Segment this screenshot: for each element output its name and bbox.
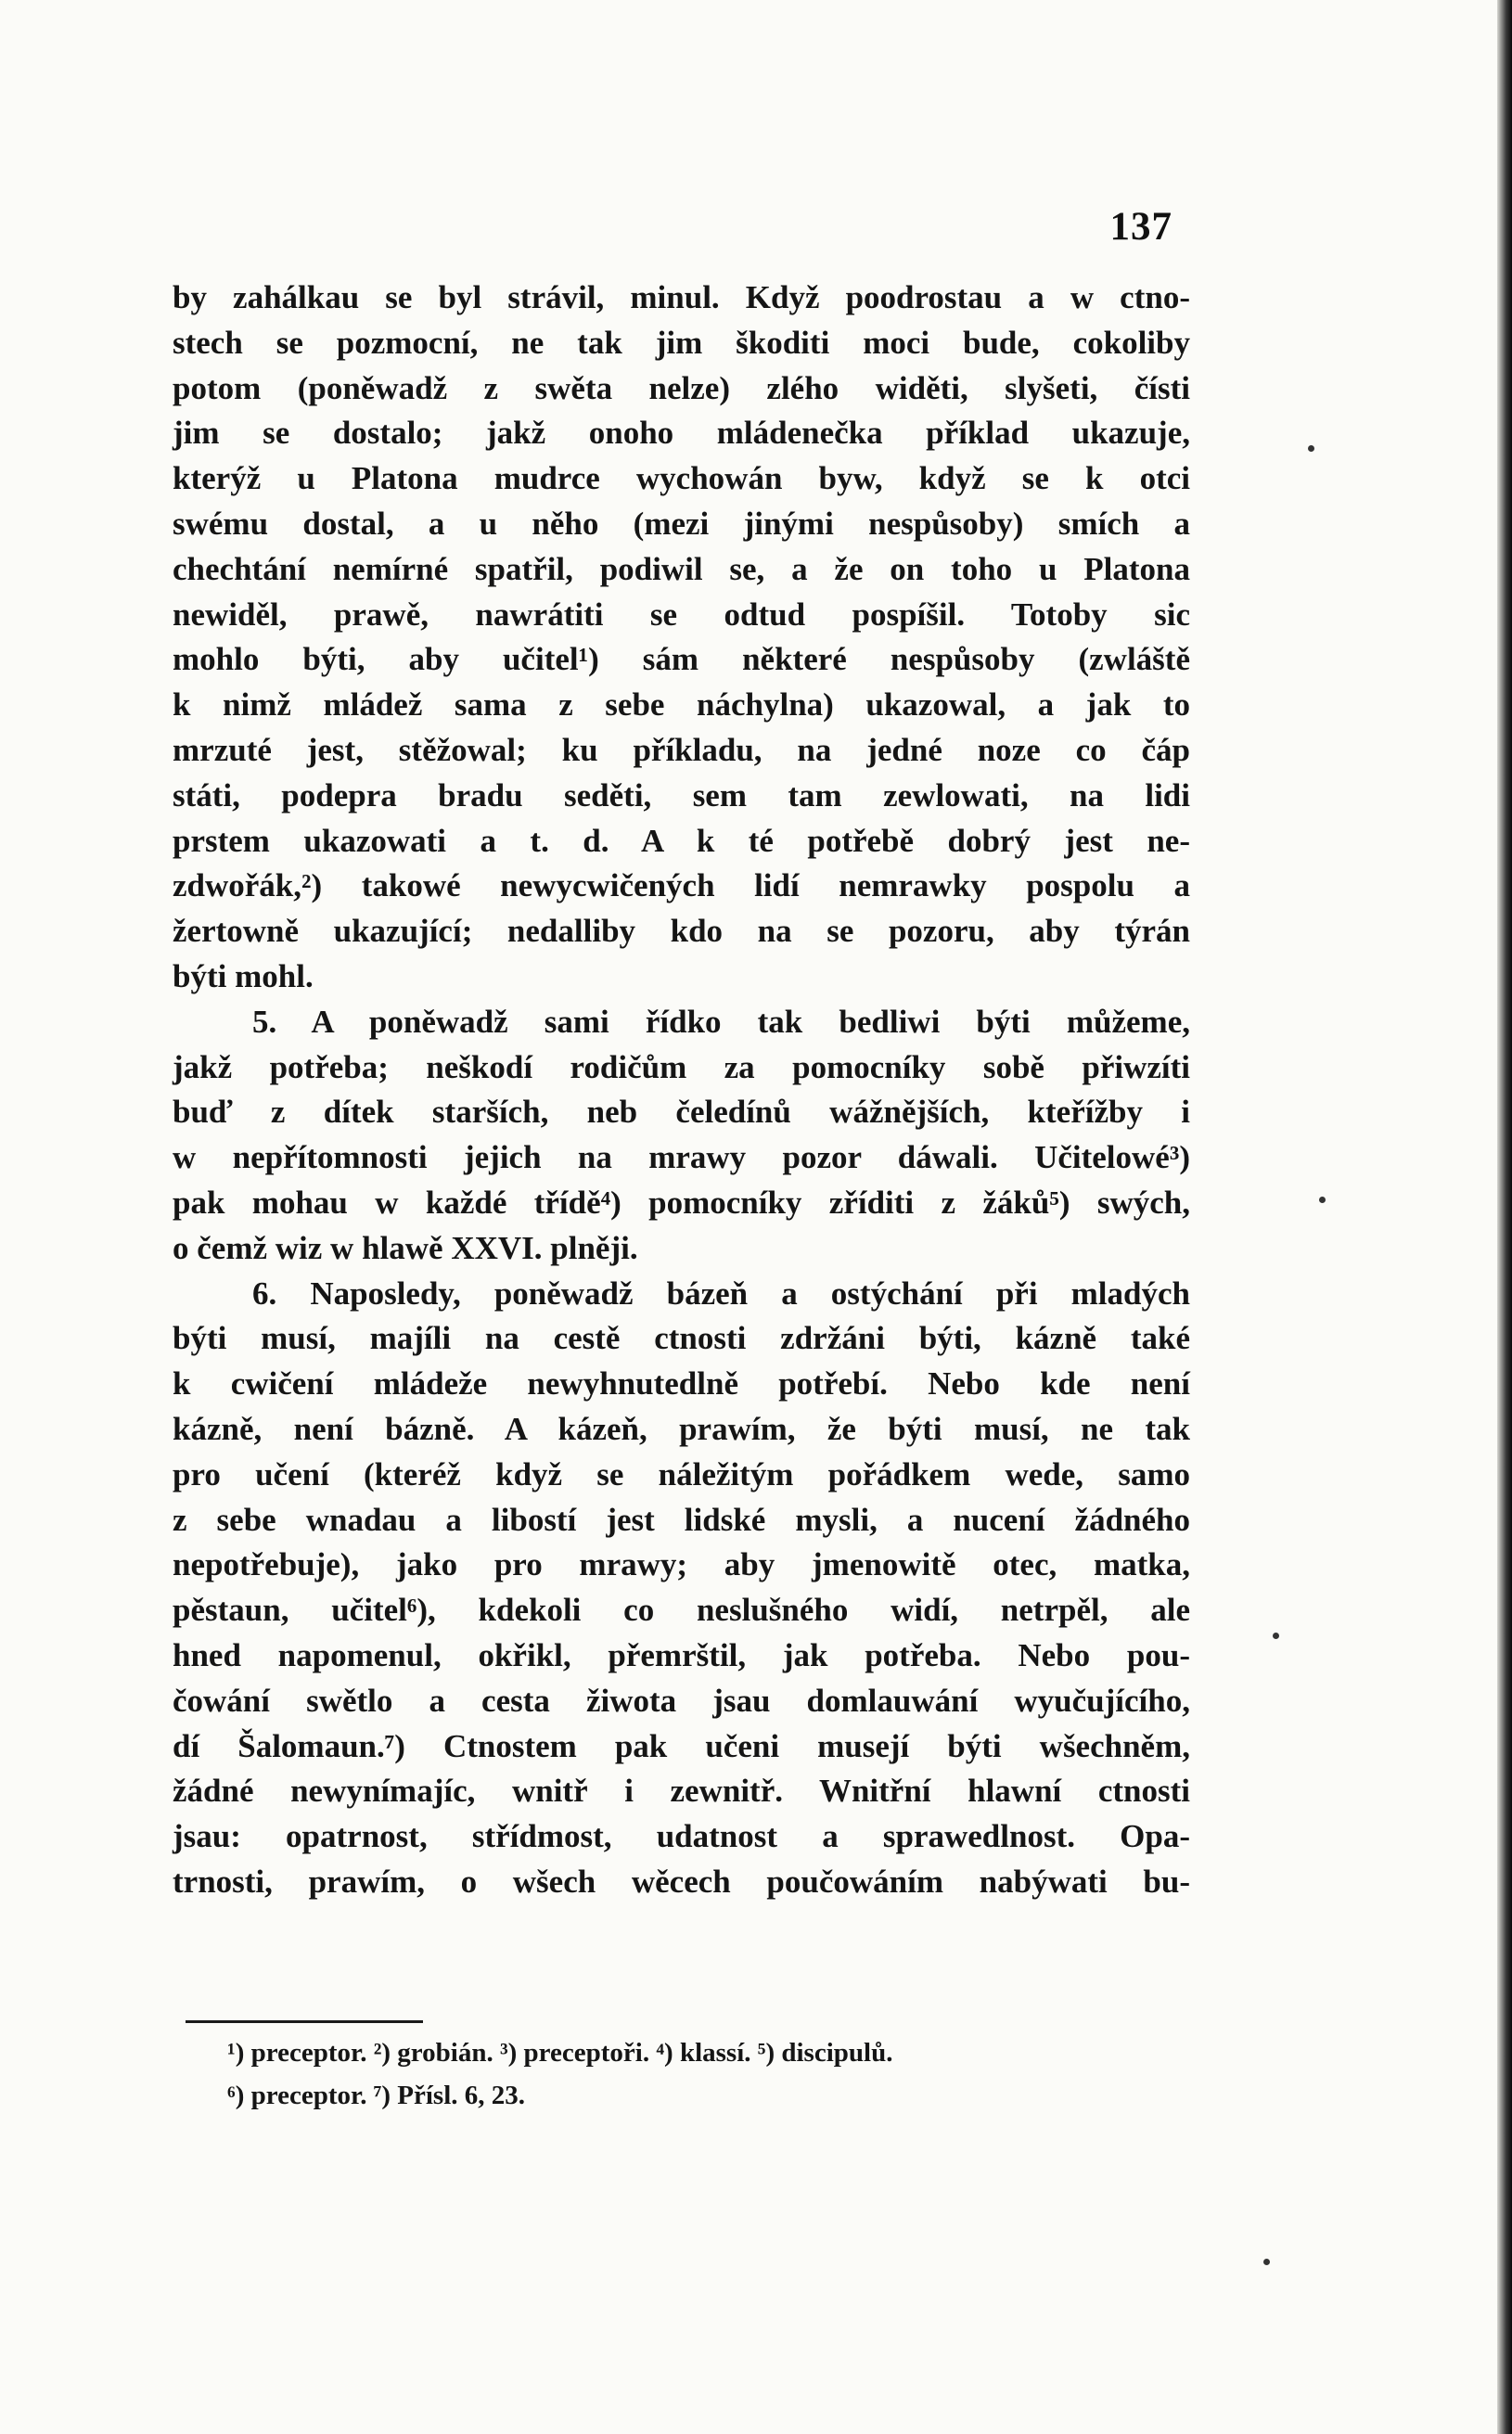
text-line: stech se pozmocní, ne tak jim škoditi moci bude, cokoliby <box>173 324 1190 361</box>
scan-speck <box>1319 1197 1326 1203</box>
footnote-line: ⁶) preceptor. ⁷) Přísl. 6, 23. <box>227 2081 526 2110</box>
text-line: státi, podepra bradu seděti, sem tam zewlowati, na lidi <box>173 776 1190 813</box>
footnote-separator <box>186 2020 423 2023</box>
text-line: býti musí, majíli na cestě ctnosti zdržáni býti, kázně také <box>173 1320 1190 1357</box>
text-line: býti mohl. <box>173 957 314 994</box>
text-line: buď z dítek starších, neb čeledínů wážnějších, kteřížby i <box>173 1094 1190 1131</box>
text-line: w nepřítomnosti jejich na mrawy pozor dáwali. Učitelowé³) <box>173 1139 1190 1176</box>
text-line: by zahálkau se byl strávil, minul. Když poodrostau a w ctno- <box>173 279 1190 315</box>
text-line: zdwořák,²) takowé newycwičených lidí nemrawky pospolu a <box>173 867 1190 904</box>
scan-speck <box>1308 445 1314 452</box>
text-line: chechtání nemírné spatřil, podiwil se, a že on toho u Platona <box>173 550 1190 587</box>
text-line: z sebe wnadau a libostí jest lidské mysli, a nucení žádného <box>173 1501 1190 1538</box>
text-line: trnosti, prawím, o wšech wěcech poučowáním nabýwati bu- <box>173 1863 1190 1900</box>
text-line: 5. A poněwadž sami řídko tak bedliwi býti můžeme, <box>252 1003 1190 1040</box>
text-line: prstem ukazowati a t. d. A k té potřebě dobrý jest ne- <box>173 822 1190 859</box>
text-line: mohlo býti, aby učitel¹) sám některé nespůsoby (zwláště <box>173 641 1190 678</box>
text-line: nepotřebuje), jako pro mrawy; aby jmenowitě otec, matka, <box>173 1546 1190 1583</box>
text-line: mrzuté jest, stěžowal; ku příkladu, na jedné noze co čáp <box>173 731 1190 768</box>
text-line: jsau: opatrnost, střídmost, udatnost a sprawedlnost. Opa- <box>173 1818 1190 1855</box>
text-line: swému dostal, a u něho (mezi jinými nespůsoby) smích a <box>173 505 1190 542</box>
page-number: 137 <box>1109 205 1172 249</box>
scan-speck <box>1273 1633 1279 1639</box>
text-line: o čemž wiz w hlawě XXVI. plněji. <box>173 1229 638 1266</box>
text-line: kázně, není bázně. A kázeň, prawím, že býti musí, ne tak <box>173 1410 1190 1447</box>
text-line: newiděl, prawě, nawrátiti se odtud pospíšil. Totoby sic <box>173 596 1190 633</box>
body-text <box>173 275 1190 1905</box>
text-line: k nimž mládež sama z sebe náchylna) ukazowal, a jak to <box>173 686 1190 724</box>
text-line: žádné newynímajíc, wnitř i zewnitř. Wnitřní hlawní ctnosti <box>173 1773 1190 1810</box>
text-line: čowání swětlo a cesta žiwota jsau domlauwání wyučujícího, <box>173 1682 1190 1719</box>
text-line: pro učení (kteréž když se náležitým pořádkem wede, samo <box>173 1455 1190 1492</box>
scan-edge <box>1497 0 1512 2434</box>
text-line: kterýž u Platona mudrce wychowán byw, když se k otci <box>173 460 1190 497</box>
footnotes <box>227 2031 1201 2117</box>
text-line: 6. Naposledy, poněwadž bázeň a ostýchání při mladých <box>252 1275 1190 1312</box>
text-line: k cwičení mládeže newyhnutedlně potřebí. Nebo kde není <box>173 1365 1190 1403</box>
text-line: hned napomenul, okřikl, přemrštil, jak potřeba. Nebo pou- <box>173 1636 1190 1673</box>
text-line: pěstaun, učitel⁶), kdekoli co neslušného widí, netrpěl, ale <box>173 1592 1190 1629</box>
text-line: žertowně ukazující; nedalliby kdo na se pozoru, aby týrán <box>173 913 1190 950</box>
text-line: jim se dostalo; jakž onoho mládenečka příklad ukazuje, <box>173 415 1190 452</box>
scan-speck <box>1263 2259 1270 2265</box>
text-line: jakž potřeba; neškodí rodičům za pomocníky sobě přiwzíti <box>173 1048 1190 1085</box>
text-line: potom (poněwadž z swěta nelze) zlého widěti, slyšeti, čísti <box>173 369 1190 406</box>
text-line: dí Šalomaun.⁷) Ctnostem pak učeni musejí býti wšechněm, <box>173 1727 1190 1764</box>
footnote-line: ¹) preceptor. ²) grobián. ³) preceptoři. ⁴) klassí. ⁵) discipulů. <box>227 2038 893 2068</box>
text-line: pak mohau w každé třídě⁴) pomocníky zříditi z žáků⁵) swých, <box>173 1184 1190 1221</box>
